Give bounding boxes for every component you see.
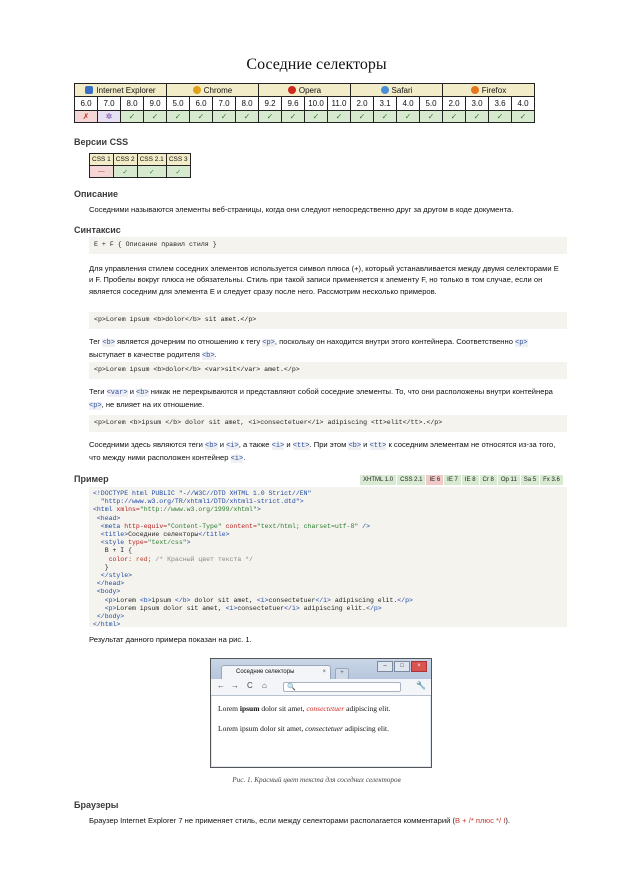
css-versions-heading: Версии CSS xyxy=(74,137,129,147)
browser-name: Chrome xyxy=(203,85,233,95)
browser-name: Safari xyxy=(391,85,413,95)
css-version-cell: CSS 2 xyxy=(113,154,137,166)
syntax-paragraph-3: Теги <var> и <b> никак не перекрываются и представляют собой соседние элементы. То, что они расположены внутри контейнера <p>, не влияет на их отношение. xyxy=(89,387,553,411)
browser-version-cell: 3.1 xyxy=(374,97,397,111)
code-word: <i> xyxy=(226,442,239,450)
compat-badge: Op 11 xyxy=(498,475,520,485)
browser-version-cell: 4.0 xyxy=(397,97,420,111)
code-word: <var> xyxy=(106,389,128,397)
opera-icon xyxy=(288,86,296,94)
browser-firefox-header xyxy=(443,84,535,97)
compat-badge: CSS 2.1 xyxy=(397,475,425,485)
reload-icon[interactable]: C xyxy=(247,681,253,690)
rendered-paragraph-1: Lorem ipsum dolor sit amet, consectetuer adipiscing elit. xyxy=(218,704,391,713)
forward-icon[interactable]: → xyxy=(231,681,239,690)
window-titlebar xyxy=(211,659,431,679)
chrome-icon xyxy=(193,86,201,94)
code-word: <i> xyxy=(271,442,285,450)
syntax-code: E + F { Описание правил стиля } xyxy=(89,237,567,254)
support-mark-icon: ✓ xyxy=(121,111,144,123)
support-mark-icon: ✓ xyxy=(466,111,489,123)
browser-version-cell: 8.0 xyxy=(236,97,259,111)
browser-version-cell: 9.0 xyxy=(144,97,167,111)
code-word: <p> xyxy=(262,339,275,347)
compat-badge: IE 7 xyxy=(444,475,461,485)
browser-version-cell: 9.2 xyxy=(259,97,282,111)
minimize-button[interactable]: – xyxy=(377,661,393,672)
css-version-cell: CSS 1 xyxy=(90,154,114,166)
browser-name: Opera xyxy=(298,85,322,95)
search-icon: 🔍 xyxy=(287,684,296,691)
css-support-mark-icon: — xyxy=(90,166,114,178)
browser-content xyxy=(212,696,430,766)
browser-version-cell: 10.0 xyxy=(305,97,328,111)
support-mark-icon: ✓ xyxy=(489,111,512,123)
safari-icon xyxy=(381,86,389,94)
code-sample-2: <p>Lorem ipsum <b>dolor</b> <var>sit</var> amet.</p> xyxy=(89,362,567,379)
browser-header-row xyxy=(75,84,535,97)
css-version-cell: CSS 3 xyxy=(166,154,190,166)
css-versions-header-row xyxy=(90,154,191,166)
css-support-mark-icon: ✓ xyxy=(166,166,190,178)
browser-version-cell: 2.0 xyxy=(443,97,466,111)
compat-badge: Fx 3.6 xyxy=(540,475,563,485)
example-heading: Пример xyxy=(74,474,109,484)
support-mark-icon: ✓ xyxy=(351,111,374,123)
support-mark-icon: ✲ xyxy=(98,111,121,123)
example-result-text: Результат данного примера показан на рис. 1. xyxy=(89,635,252,644)
support-mark-icon: ✓ xyxy=(443,111,466,123)
css-versions-support-row xyxy=(90,166,191,178)
browser-version-cell: 3.6 xyxy=(489,97,512,111)
support-mark-icon: ✓ xyxy=(282,111,305,123)
browser-version-cell: 6.0 xyxy=(75,97,98,111)
comment-example: B + /* плюс */ I xyxy=(454,816,506,825)
browser-support-table xyxy=(74,83,535,123)
support-mark-icon: ✓ xyxy=(259,111,282,123)
browser-name: Firefox xyxy=(481,85,507,95)
code-word: <b> xyxy=(205,442,218,450)
browser-version-cell: 6.0 xyxy=(190,97,213,111)
browser-chrome-header xyxy=(167,84,259,97)
description-text: Соседними называются элементы веб-страницы, когда они следуют непосредственно друг за другом в коде документа. xyxy=(89,205,514,214)
back-icon[interactable]: ← xyxy=(217,681,225,690)
browser-ie-header xyxy=(75,84,167,97)
firefox-icon xyxy=(471,86,479,94)
browser-version-cell: 4.0 xyxy=(512,97,535,111)
page-title: Соседние селекторы xyxy=(246,56,387,73)
support-mark-icon: ✓ xyxy=(374,111,397,123)
window-controls xyxy=(376,661,427,672)
compat-badge: Cr 8 xyxy=(480,475,497,485)
home-icon[interactable]: ⌂ xyxy=(262,681,267,690)
rendered-paragraph-2: Lorem ipsum dolor sit amet, consectetuer adipiscing elit. xyxy=(218,724,390,733)
code-word: <b> xyxy=(348,442,362,450)
maximize-button[interactable]: □ xyxy=(394,661,410,672)
new-tab-button[interactable]: + xyxy=(335,668,349,680)
browser-toolbar xyxy=(211,679,431,696)
browser-tab[interactable] xyxy=(221,665,331,679)
css-version-cell: CSS 2.1 xyxy=(137,154,166,166)
browser-version-row xyxy=(75,97,535,111)
support-mark-icon: ✓ xyxy=(167,111,190,123)
compatibility-badges xyxy=(359,475,563,485)
code-word: <b> xyxy=(136,389,149,397)
tab-close-icon[interactable]: × xyxy=(322,669,326,675)
browser-window-figure xyxy=(210,658,432,768)
support-mark-icon: ✓ xyxy=(144,111,167,123)
browser-version-cell: 9.6 xyxy=(282,97,305,111)
css-versions-table xyxy=(89,153,191,178)
browser-version-cell: 2.0 xyxy=(351,97,374,111)
compat-badge: IE 6 xyxy=(426,475,443,485)
browser-version-cell: 5.0 xyxy=(167,97,190,111)
close-window-button[interactable]: × xyxy=(411,661,427,672)
code-sample-1: <p>Lorem ipsum <b>dolor</b> sit amet.</p> xyxy=(89,312,567,329)
example-code-block: <!DOCTYPE html PUBLIC "-//W3C//DTD XHTML 1.0 Strict//EN" "http://www.w3.org/TR/xhtml1/DTD/xhtml1-strict.dtd"> <html xmlns="http://www.w3.org/1999/xhtml"> <head> <meta http-equiv="Content-Type" content="text/html; charset=utf-8" /> <title>Соседние селекторы</title> <style type="text/css"> B + I { color: red; /* Красный цвет текста */ } </style> </head> <body> <p>Lorem <b>ipsum </b> dolor sit amet, <i>consectetuer</i> adipiscing elit.</p> <p>Lorem ipsum dolor sit amet, <i>consectetuer</i> adipiscing elit.</p> </body> </html> xyxy=(89,487,567,627)
syntax-paragraph-2: Тег <b> является дочерним по отношению к тегу <p>, поскольку он находится внутри этого контейнера. Соответственно <p> выступает в качестве родителя <b>. xyxy=(89,337,528,361)
support-mark-icon: ✓ xyxy=(512,111,535,123)
syntax-paragraph-4: Соседними здесь являются теги <b> и <i>, а также <i> и <tt>. При этом <b> и <tt> к соседним элементам не относятся из-за того, что между ними расположен контейнер <i>. xyxy=(89,440,556,464)
code-word: <p> xyxy=(89,402,102,411)
code-word: <i> xyxy=(230,455,244,464)
browser-version-cell: 5.0 xyxy=(420,97,443,111)
syntax-paragraph-1: Для управления стилем соседних элементов используется символ плюса (+), который устанавливается между двумя селекторами E и F. Пробелы вокруг плюса не обязательны. Стиль при такой записи применяется к элементу F, но только в том случае, если он является соседним для элемента E и следует сразу после него. Рассмотрим несколько примеров. xyxy=(89,264,559,296)
address-bar[interactable] xyxy=(283,682,401,692)
compat-badge: IE 8 xyxy=(462,475,479,485)
figure-caption: Рис. 1. Красный цвет текста для соседних селекторов xyxy=(232,776,401,784)
code-word: <tt> xyxy=(292,442,310,450)
code-word: <tt> xyxy=(369,442,387,450)
browser-version-cell: 3.0 xyxy=(466,97,489,111)
browser-version-cell: 7.0 xyxy=(213,97,236,111)
browser-version-cell: 11.0 xyxy=(328,97,351,111)
browser-name: Internet Explorer xyxy=(96,85,156,95)
support-mark-icon: ✗ xyxy=(75,111,98,123)
support-mark-icon: ✓ xyxy=(328,111,351,123)
compat-badge: XHTML 1.0 xyxy=(360,475,396,485)
support-mark-icon: ✓ xyxy=(213,111,236,123)
code-word: <b> xyxy=(201,352,215,361)
support-mark-icon: ✓ xyxy=(190,111,213,123)
browser-opera-header xyxy=(259,84,351,97)
browsers-heading: Браузеры xyxy=(74,800,119,810)
ie-icon xyxy=(85,86,93,94)
browser-version-cell: 8.0 xyxy=(121,97,144,111)
browsers-text: Браузер Internet Explorer 7 не применяет стиль, если между селекторами располагается комментарий (B + /* плюс */ I). xyxy=(89,816,510,825)
support-mark-icon: ✓ xyxy=(236,111,259,123)
support-mark-icon: ✓ xyxy=(420,111,443,123)
css-support-mark-icon: ✓ xyxy=(113,166,137,178)
browser-support-row xyxy=(75,111,535,123)
code-word: <b> xyxy=(102,339,115,347)
syntax-heading: Синтаксис xyxy=(74,225,121,235)
browser-version-cell: 7.0 xyxy=(98,97,121,111)
tab-title: Соседние селекторы xyxy=(236,669,295,675)
browser-safari-header xyxy=(351,84,443,97)
code-sample-3: <p>Lorem <b>ipsum </b> dolor sit amet, <i>consectetuer</i> adipiscing <tt>elit</tt>.</p> xyxy=(89,415,567,432)
css-support-mark-icon: ✓ xyxy=(137,166,166,178)
compat-badge: Sa 5 xyxy=(521,475,539,485)
support-mark-icon: ✓ xyxy=(397,111,420,123)
support-mark-icon: ✓ xyxy=(305,111,328,123)
code-word: <p> xyxy=(515,339,528,347)
wrench-icon[interactable]: 🔧 xyxy=(416,681,426,690)
description-heading: Описание xyxy=(74,189,119,199)
